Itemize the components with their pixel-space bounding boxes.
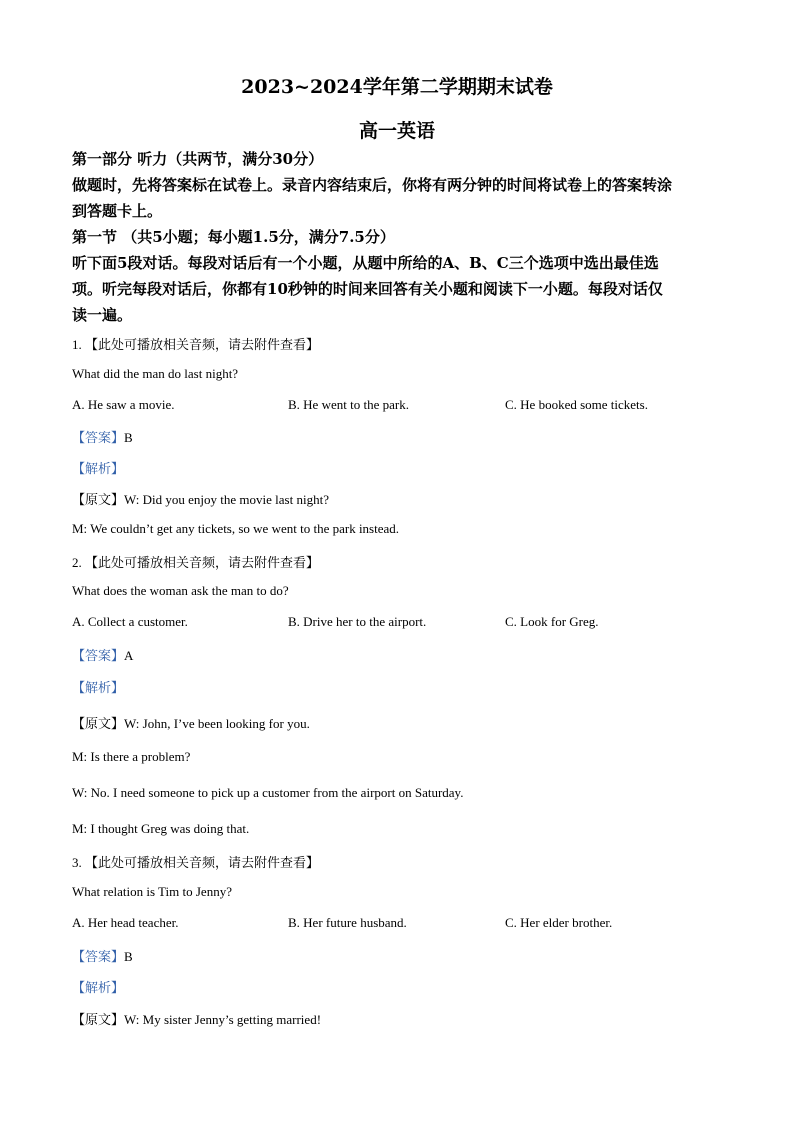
analysis-tag: 【解析】: [72, 462, 125, 477]
q3-audio-note: 【此处可播放相关音频，请去附件查看】: [85, 856, 320, 871]
q3-header: [72, 852, 319, 871]
q2-header: [72, 552, 319, 571]
q1-analysis-line: [72, 458, 124, 477]
part1-heading: 第一部分 听力（共两节，满分30分）: [72, 150, 324, 168]
q1-question: What did the man do last night?: [72, 366, 239, 381]
original-tag: 【原文】: [72, 717, 125, 732]
q2-analysis-line: [72, 677, 124, 696]
section1-instruction-line2: 项。听完每段对话后，你都有10秒钟的时间来回答有关小题和阅读下一小题。每段对话仅: [72, 280, 663, 298]
section1-instruction-line3: 读一遍。: [72, 306, 133, 324]
q1-original-w: [72, 489, 329, 508]
q2-original-m1: M: Is there a problem?: [72, 749, 191, 764]
q2-original-w1-text: W: John, I’ve been looking for you.: [124, 716, 310, 731]
analysis-tag: 【解析】: [72, 981, 125, 996]
q2-original-w1: [72, 713, 310, 732]
q2-option-c: C. Look for Greg.: [505, 614, 599, 629]
q3-original-w: [72, 1009, 321, 1028]
q2-audio-note: 【此处可播放相关音频，请去附件查看】: [85, 556, 320, 571]
section1-instruction-line1: 听下面5段对话。每段对话后有一个小题，从题中所给的A、B、C三个选项中选出最佳选: [72, 254, 659, 272]
q1-option-b: B. He went to the park.: [288, 397, 409, 412]
q2-option-b: B. Drive her to the airport.: [288, 614, 427, 629]
part1-instruction-line1: 做题时，先将答案标在试卷上。录音内容结束后，你将有两分钟的时间将试卷上的答案转涂: [72, 176, 673, 194]
q1-original-m: M: We couldn’t get any tickets, so we went to the park instead.: [72, 521, 400, 536]
q2-question: What does the woman ask the man to do?: [72, 583, 289, 598]
q1-option-a: A. He saw a movie.: [72, 397, 175, 412]
q3-answer-line: [72, 946, 133, 965]
exam-subject: 高一英语: [358, 120, 435, 142]
q1-option-c: C. He booked some tickets.: [505, 397, 648, 412]
answer-tag: 【答案】: [72, 950, 125, 965]
q1-number: 1.: [72, 337, 82, 352]
q1-answer: B: [124, 430, 133, 445]
original-tag: 【原文】: [72, 1013, 125, 1028]
q3-option-b: B. Her future husband.: [288, 915, 407, 930]
section1-heading: 第一节 （共5小题；每小题1.5分，满分7.5分）: [72, 228, 395, 246]
q3-option-c: C. Her elder brother.: [505, 915, 613, 930]
q1-original-w-text: W: Did you enjoy the movie last night?: [124, 492, 329, 507]
exam-title: 2023~2024学年第二学期期末试卷: [241, 76, 553, 98]
q2-number: 2.: [72, 555, 82, 570]
q3-option-a: A. Her head teacher.: [72, 915, 179, 930]
q3-original-w-text: W: My sister Jenny’s getting married!: [124, 1012, 322, 1027]
q2-original-m2: M: I thought Greg was doing that.: [72, 821, 250, 836]
q2-answer-line: [72, 645, 133, 664]
q2-original-w2: W: No. I need someone to pick up a customer from the airport on Saturday.: [72, 785, 464, 800]
analysis-tag: 【解析】: [72, 681, 125, 696]
original-tag: 【原文】: [72, 493, 125, 508]
q3-question: What relation is Tim to Jenny?: [72, 884, 232, 899]
q3-analysis-line: [72, 977, 124, 996]
answer-tag: 【答案】: [72, 431, 125, 446]
q2-answer: A: [124, 648, 134, 663]
q3-number: 3.: [72, 855, 82, 870]
part1-instruction-line2: 到答题卡上。: [72, 202, 163, 220]
q3-answer: B: [124, 949, 133, 964]
q2-option-a: A. Collect a customer.: [72, 614, 188, 629]
q1-answer-line: [72, 427, 133, 446]
answer-tag: 【答案】: [72, 649, 125, 664]
q1-audio-note: 【此处可播放相关音频，请去附件查看】: [85, 338, 320, 353]
q1-header: [72, 334, 319, 353]
